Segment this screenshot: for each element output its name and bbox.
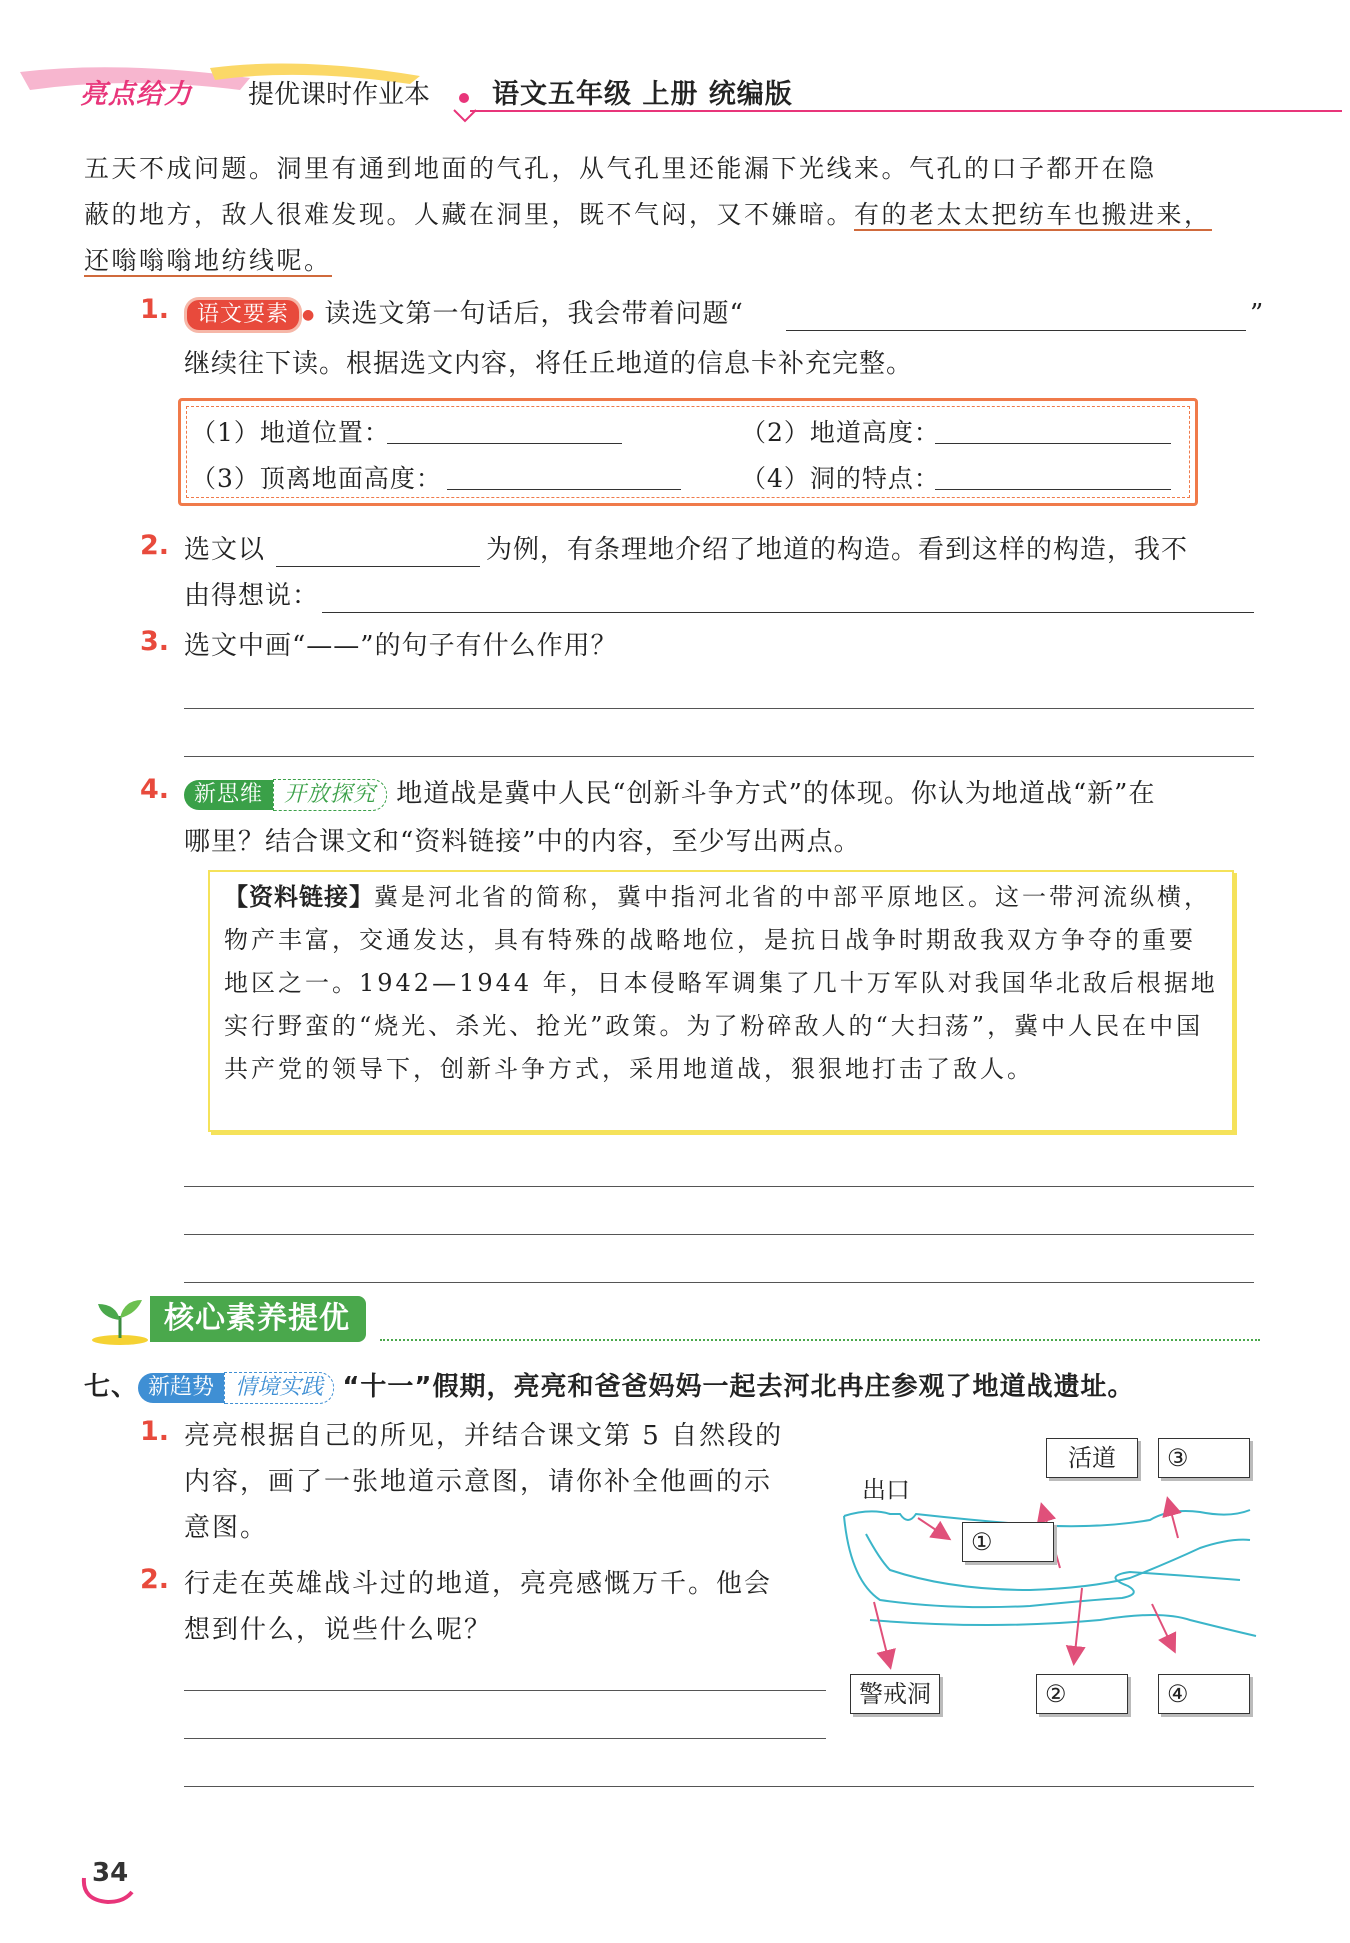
card-item-cave: （4）洞的特点： [741,464,940,493]
question-7-header [84,1364,1135,1410]
question-2-text-b: 为例，有条理地介绍了地道的构造。看到这样的构造，我不 [486,535,1189,565]
card-item-depth: （3）顶离地面高度： [191,464,442,493]
question-4-number: 4. [140,774,170,805]
card-item-height: （2）地道高度： [741,418,940,447]
question-4-text-a: 地道战是冀中人民“创新斗争方式”的体现。你认为地道战“新”在 [396,779,1156,809]
question-3-answer-line-2[interactable] [184,756,1254,757]
question-4-line-1 [184,770,1155,818]
passage-line-3 [84,238,1264,284]
section-title: 核心素养提优 [150,1296,366,1342]
diagram-box-4[interactable]: ④ [1158,1674,1250,1714]
tag-dot-icon: ● [302,307,316,323]
question-2-text-c: 由得想说： [184,581,320,611]
tag-new-thinking: 新思维 [184,780,273,810]
resource-link-text: 冀是河北省的简称，冀中指河北省的中部平原地区。这一带河流纵横，物产丰富，交通发达，具有特殊的战略地位，是抗日战争时期敌我双方争夺的重要地区之一。1942—1944 年，日本侵略军调集了几十万军队对我国华北敌后根据地实行野蛮的“烧光、杀光、抢光”政策。为了粉碎敌人的“大扫荡”，冀中人民在中国共产党的领导下，创新斗争方式，采用地道战，狠狠地打击了敌人。 [224,883,1218,1083]
question-1-answer-blank[interactable] [786,330,1246,331]
question-7-prefix: 七、 [84,1372,139,1402]
passage [84,146,1264,284]
question-7-1-line-3: 意图。 [184,1513,269,1543]
arrow-to-box-3 [1168,1500,1178,1538]
passage-line-1: 五天不成问题。洞里有通到地面的气孔，从气孔里还能漏下光线来。气孔的口子都开在隐 [84,154,1157,183]
question-3-number: 3. [140,626,170,657]
question-7-text: “十一”假期，亮亮和爸爸妈妈一起去河北冉庄参观了地道战遗址。 [342,1372,1135,1402]
question-7-2-line-1: 行走在英雄战斗过的地道，亮亮感慨万千。他会 [184,1569,773,1599]
question-2-number: 2. [140,530,170,561]
arrow-to-box-4 [1152,1604,1174,1650]
resource-link-title: 【资料链接】 [224,883,374,911]
question-1-number: 1. [140,294,170,325]
diagram-box-3[interactable]: ③ [1158,1438,1250,1478]
underlined-sentence-part-1: 有的老太太把纺车也搬进来， [854,200,1212,229]
sprout-icon [90,1296,154,1346]
question-4-answer-line-2[interactable] [184,1234,1254,1235]
header-subtitle: 提优课时作业本 [248,80,431,110]
resource-link-box [208,870,1234,1132]
question-7-2-answer-line-3[interactable] [184,1786,1254,1787]
question-1-close-quote: ” [1250,299,1265,329]
underlined-sentence-part-2: 还嗡嗡嗡地纺线呢。 [84,246,332,275]
tag-open-inquiry: 开放探究 [273,779,387,811]
question-7-2-answer-line-2[interactable] [184,1738,826,1739]
question-2-text-a: 选文以 [184,535,266,565]
header-title: 语文五年级 上册 统编版 [492,79,793,110]
tag-language-element: 语文要素 [184,297,302,333]
question-4-answer-line-3[interactable] [184,1282,1254,1283]
question-4-answer-line-1[interactable] [184,1186,1254,1187]
question-2-blank-2[interactable] [322,612,1254,613]
passage-line-2 [84,192,1264,238]
question-1-line-2: 继续往下读。根据选文内容，将任丘地道的信息卡补充完整。 [184,349,914,379]
question-7-1-line-1: 亮亮根据自己的所见，并结合课文第 5 自然段的 [184,1421,784,1451]
header-brand: 亮点给力 [80,79,192,110]
question-7-1-number: 1. [140,1416,170,1447]
arrow-to-box-2 [1074,1588,1082,1662]
card-blank-cave[interactable] [935,489,1171,490]
page-number: 34 [92,1858,129,1888]
question-7-1-line-2: 内容，画了一张地道示意图，请你补全他画的示 [184,1467,773,1497]
question-7-2-line-2: 想到什么，说些什么呢？ [184,1615,493,1645]
arrow-to-guard-cave [874,1602,890,1666]
arrow-to-box-1 [918,1518,948,1538]
card-blank-depth[interactable] [447,489,681,490]
tag-scenario-practice: 情境实践 [224,1372,334,1404]
header-rule [470,110,1342,112]
card-blank-location[interactable] [387,443,622,444]
question-3-text: 选文中画“——”的句子有什么作用？ [184,631,618,661]
header-chevron-icon [452,106,478,124]
diagram-box-1[interactable]: ① [962,1522,1054,1562]
question-2-blank-1[interactable] [276,566,480,567]
question-1-text-a: 读选文第一句话后，我会带着问题“ [324,299,744,329]
info-card [178,398,1198,506]
header-dot [459,93,469,103]
diagram-box-guard-cave: 警戒洞 [850,1674,940,1714]
question-4-line-2: 哪里？结合课文和“资料链接”中的内容，至少写出两点。 [184,827,861,857]
card-blank-height[interactable] [935,443,1171,444]
question-7-2-answer-line-1[interactable] [184,1690,826,1691]
diagram-label-exit: 出口 [862,1476,910,1504]
passage-line-2-text: 蔽的地方，敌人很难发现。人藏在洞里，既不气闷，又不嫌暗。 [84,200,855,229]
section-divider [380,1339,1260,1341]
tag-new-trend: 新趋势 [138,1373,224,1403]
diagram-box-2[interactable]: ② [1036,1674,1128,1714]
question-1-line-1 [184,290,744,339]
question-7-2-number: 2. [140,1564,170,1595]
question-3-answer-line-1[interactable] [184,708,1254,709]
diagram-box-live-road: 活道 [1046,1438,1138,1478]
card-item-location: （1）地道位置： [191,418,390,447]
tunnel-bottom-wall [870,1615,1256,1636]
